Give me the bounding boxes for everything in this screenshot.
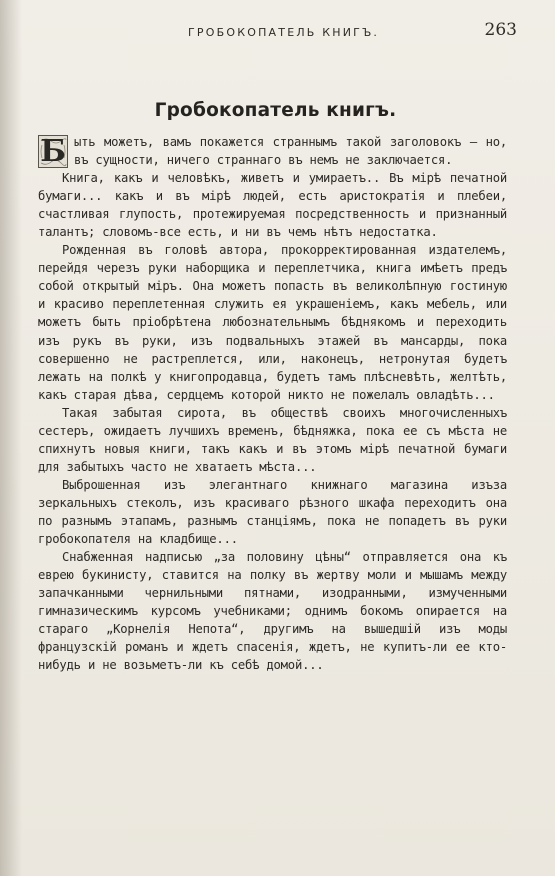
page-number: 263 <box>484 20 517 40</box>
paragraph-1 <box>38 133 507 169</box>
body-text <box>38 133 507 674</box>
dropcap-ornament-icon <box>38 135 68 168</box>
running-title: ГРОБОКОПАТЕЛЬ КНИГЪ. <box>188 26 380 39</box>
running-header <box>38 20 517 44</box>
paragraph-5: Выброшенная изъ элегантнаго книжнаго магазина изъза зеркальныхъ стеколъ, изъ красиваго рѣзного шкафа переходитъ она по разнымъ этапамъ, разнымъ станціямъ, пока не попадетъ въ руки гробокопателя на кладбище... <box>38 477 507 547</box>
paragraph-6: Снабженная надписью „за половину цѣны“ отправляется она къ еврею букинисту, ставится на полку въ жертву моли и мышамъ между запачканными чернильными пятнами, изодранными, измученными гимназическимъ курсомъ учебниками; однимъ бокомъ опирается на стараго „Корнелія Непота“, другимъ на вышедшій изъ моды французскій романъ и ждетъ спасенія, ждетъ, не купитъ-ли ее кто-нибудь и не возьметъ-ли къ себѣ домой... <box>38 550 507 673</box>
paragraph-1-text: ыть можетъ, вамъ покажется страннымъ такой заголовокъ — но, въ сущности, ничего страннаго въ немъ не заключается. <box>74 135 507 168</box>
paragraph-2: Книга, какъ и человѣкъ, живетъ и умираетъ.. Въ мірѣ печатной бумаги... какъ и въ мірѣ людей, есть аристократія и плебеи, счастливая глупость, протежируемая посредственность и признанный талантъ; словомъ-все есть, и ни въ чемъ нѣтъ недостатка. <box>38 171 507 240</box>
dropcap-letter: Б <box>40 134 66 169</box>
paragraph-3: Рожденная въ головѣ автора, прокорректированная издателемъ, перейдя черезъ руки наборщика и переплетчика, книга имѣетъ предъ собой открытый міръ. Она можетъ попасть въ великолѣпную гостиную и красиво переплетенная служить ея украшеніемъ, какъ мебель, или можетъ быть пріобрѣтена любознательнымъ бѣднякомъ и переходить изъ рукъ въ руки, изъ подвальныхъ этажей въ мансарды, пока совершенно не растреплется, или, наконецъ, нетронутая будетъ лежать на полкѣ у книгопродавца, будетъ тамъ плѣсневѣть, желтѣть, какъ старая дѣва, сердцемъ которой никто не пожелалъ овладѣть... <box>38 243 507 402</box>
paragraph-4: Такая забытая сирота, въ обществѣ своихъ многочисленныхъ сестеръ, ожидаетъ лучшихъ временъ, бѣдняжка, пока ее съ мѣста не спихнутъ новыя книги, такъ какъ и въ этомъ мірѣ печатной бумаги для забытыхъ часто не хватаетъ мѣста... <box>38 405 507 474</box>
chapter-title: Гробокопатель книгъ. <box>154 100 397 121</box>
